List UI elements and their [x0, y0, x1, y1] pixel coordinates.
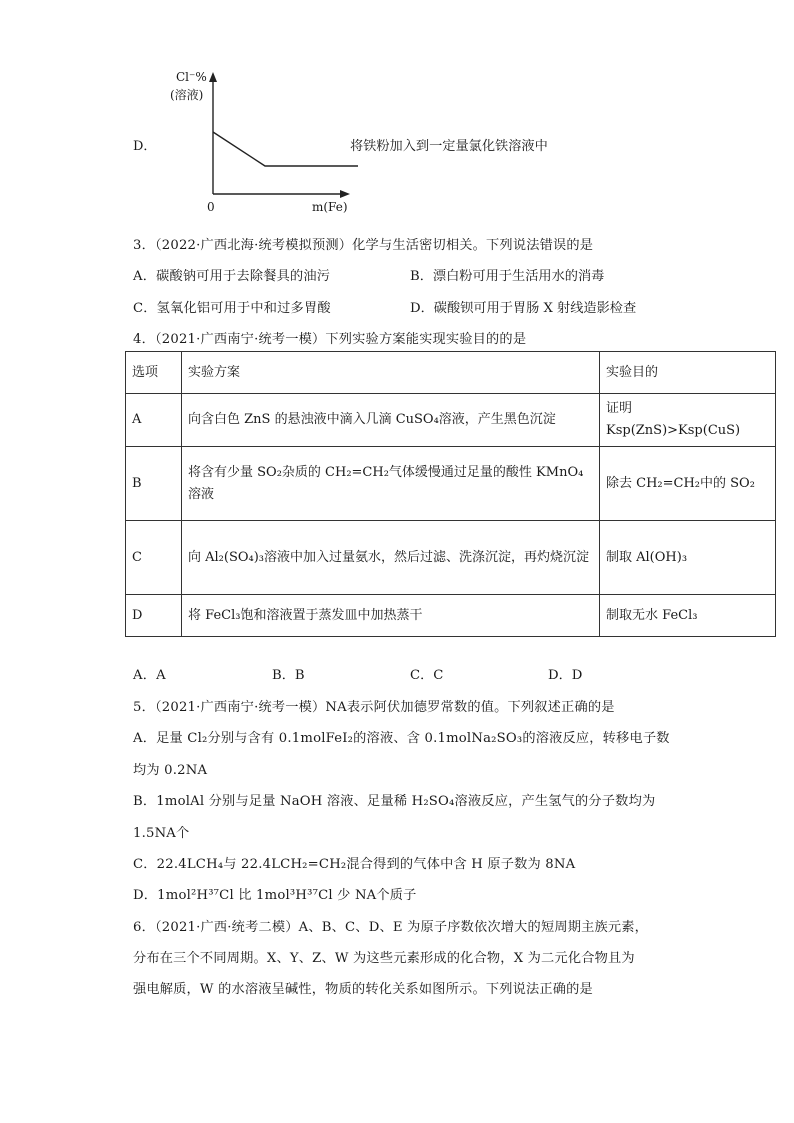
row-option: B: [126, 447, 182, 521]
q4-stem: 4．（2021·广西南宁·统考一模）下列实验方案能实现实验目的的是: [133, 332, 527, 347]
q3-option-a: A．碳酸钠可用于去除餐具的油污: [133, 269, 331, 284]
q3-option-d: D．碳酸钡可用于胃肠 X 射线造影检查: [410, 301, 637, 316]
q4-option-b: B．B: [272, 668, 305, 683]
q5-option-b-line1: B．1molAl 分别与足量 NaOH 溶液、足量稀 H₂SO₄溶液反应，产生氢气的分子数均为: [133, 794, 656, 809]
row-plan: 向 Al₂(SO₄)₃溶液中加入过量氨水，然后过滤、洗涤沉淀，再灼烧沉淀: [182, 521, 600, 595]
table-row: [126, 447, 776, 521]
q5-option-c: C．22.4LCH₄与 22.4LCH₂=CH₂混合得到的气体中含 H 原子数为 8NA: [133, 857, 576, 872]
data-curve: [213, 132, 358, 166]
row-option: C: [126, 521, 182, 595]
row-plan: 将含有少量 SO₂杂质的 CH₂=CH₂气体缓慢通过足量的酸性 KMnO₄溶液: [182, 447, 600, 521]
q3-stem: 3．（2022·广西北海·统考模拟预测）化学与生活密切相关。下列说法错误的是: [133, 238, 594, 253]
graph-y-label-2: (溶液): [170, 88, 204, 102]
q3-option-c: C．氢氧化铝可用于中和过多胃酸: [133, 301, 331, 316]
q4-option-c: C．C: [410, 668, 444, 683]
table-header-row: [126, 352, 776, 394]
graph-y-label-1: Cl⁻%: [176, 70, 207, 84]
chloride-percent-graph: [160, 60, 360, 210]
y-axis-arrow: [209, 72, 217, 82]
table-row: [126, 595, 776, 637]
header-option: 选项: [126, 352, 182, 394]
row-purpose: 证明 Ksp(ZnS)>Ksp(CuS): [600, 394, 776, 447]
x-axis-arrow: [340, 190, 350, 198]
q4-option-a: A．A: [133, 668, 166, 683]
header-purpose: 实验目的: [600, 352, 776, 394]
table-row: [126, 394, 776, 447]
q5-stem: 5．（2021·广西南宁·统考一模）NA表示阿伏加德罗常数的值。下列叙述正确的是: [133, 700, 615, 715]
q6-stem-line3: 强电解质，W 的水溶液呈碱性，物质的转化关系如图所示。下列说法正确的是: [133, 982, 593, 997]
option-d-caption: 将铁粉加入到一定量氯化铁溶液中: [350, 139, 548, 154]
q4-experiment-table: [125, 351, 776, 637]
option-d-label: D．: [133, 139, 157, 154]
table-row: [126, 521, 776, 595]
q6-stem-line2: 分布在三个不同周期。X、Y、Z、W 为这些元素形成的化合物，X 为二元化合物且为: [133, 951, 635, 966]
q4-option-d: D．D: [548, 668, 583, 683]
q5-option-a-line1: A．足量 Cl₂分别与含有 0.1molFeI₂的溶液、含 0.1molNa₂SO₃的溶液反应，转移电子数: [133, 731, 670, 746]
row-option: D: [126, 595, 182, 637]
row-purpose: 制取 Al(OH)₃: [600, 521, 776, 595]
row-plan: 将 FeCl₃饱和溶液置于蒸发皿中加热蒸干: [182, 595, 600, 637]
header-plan: 实验方案: [182, 352, 600, 394]
q5-option-b-line2: 1.5NA个: [133, 826, 190, 841]
row-purpose: 除去 CH₂=CH₂中的 SO₂: [600, 447, 776, 521]
row-plan: 向含白色 ZnS 的悬浊液中滴入几滴 CuSO₄溶液，产生黑色沉淀: [182, 394, 600, 447]
q5-option-a-line2: 均为 0.2NA: [133, 763, 208, 778]
q5-option-d: D．1mol²H³⁷Cl 比 1mol³H³⁷Cl 少 NA个质子: [133, 888, 417, 903]
row-option: A: [126, 394, 182, 447]
q3-option-b: B．漂白粉可用于生活用水的消毒: [410, 269, 605, 284]
row-purpose: 制取无水 FeCl₃: [600, 595, 776, 637]
graph-x-label: m(Fe): [312, 200, 348, 214]
q6-stem-line1: 6．（2021·广西·统考二模）A、B、C、D、E 为原子序数依次增大的短周期主族元素，: [133, 920, 649, 935]
graph-origin: 0: [207, 200, 215, 214]
